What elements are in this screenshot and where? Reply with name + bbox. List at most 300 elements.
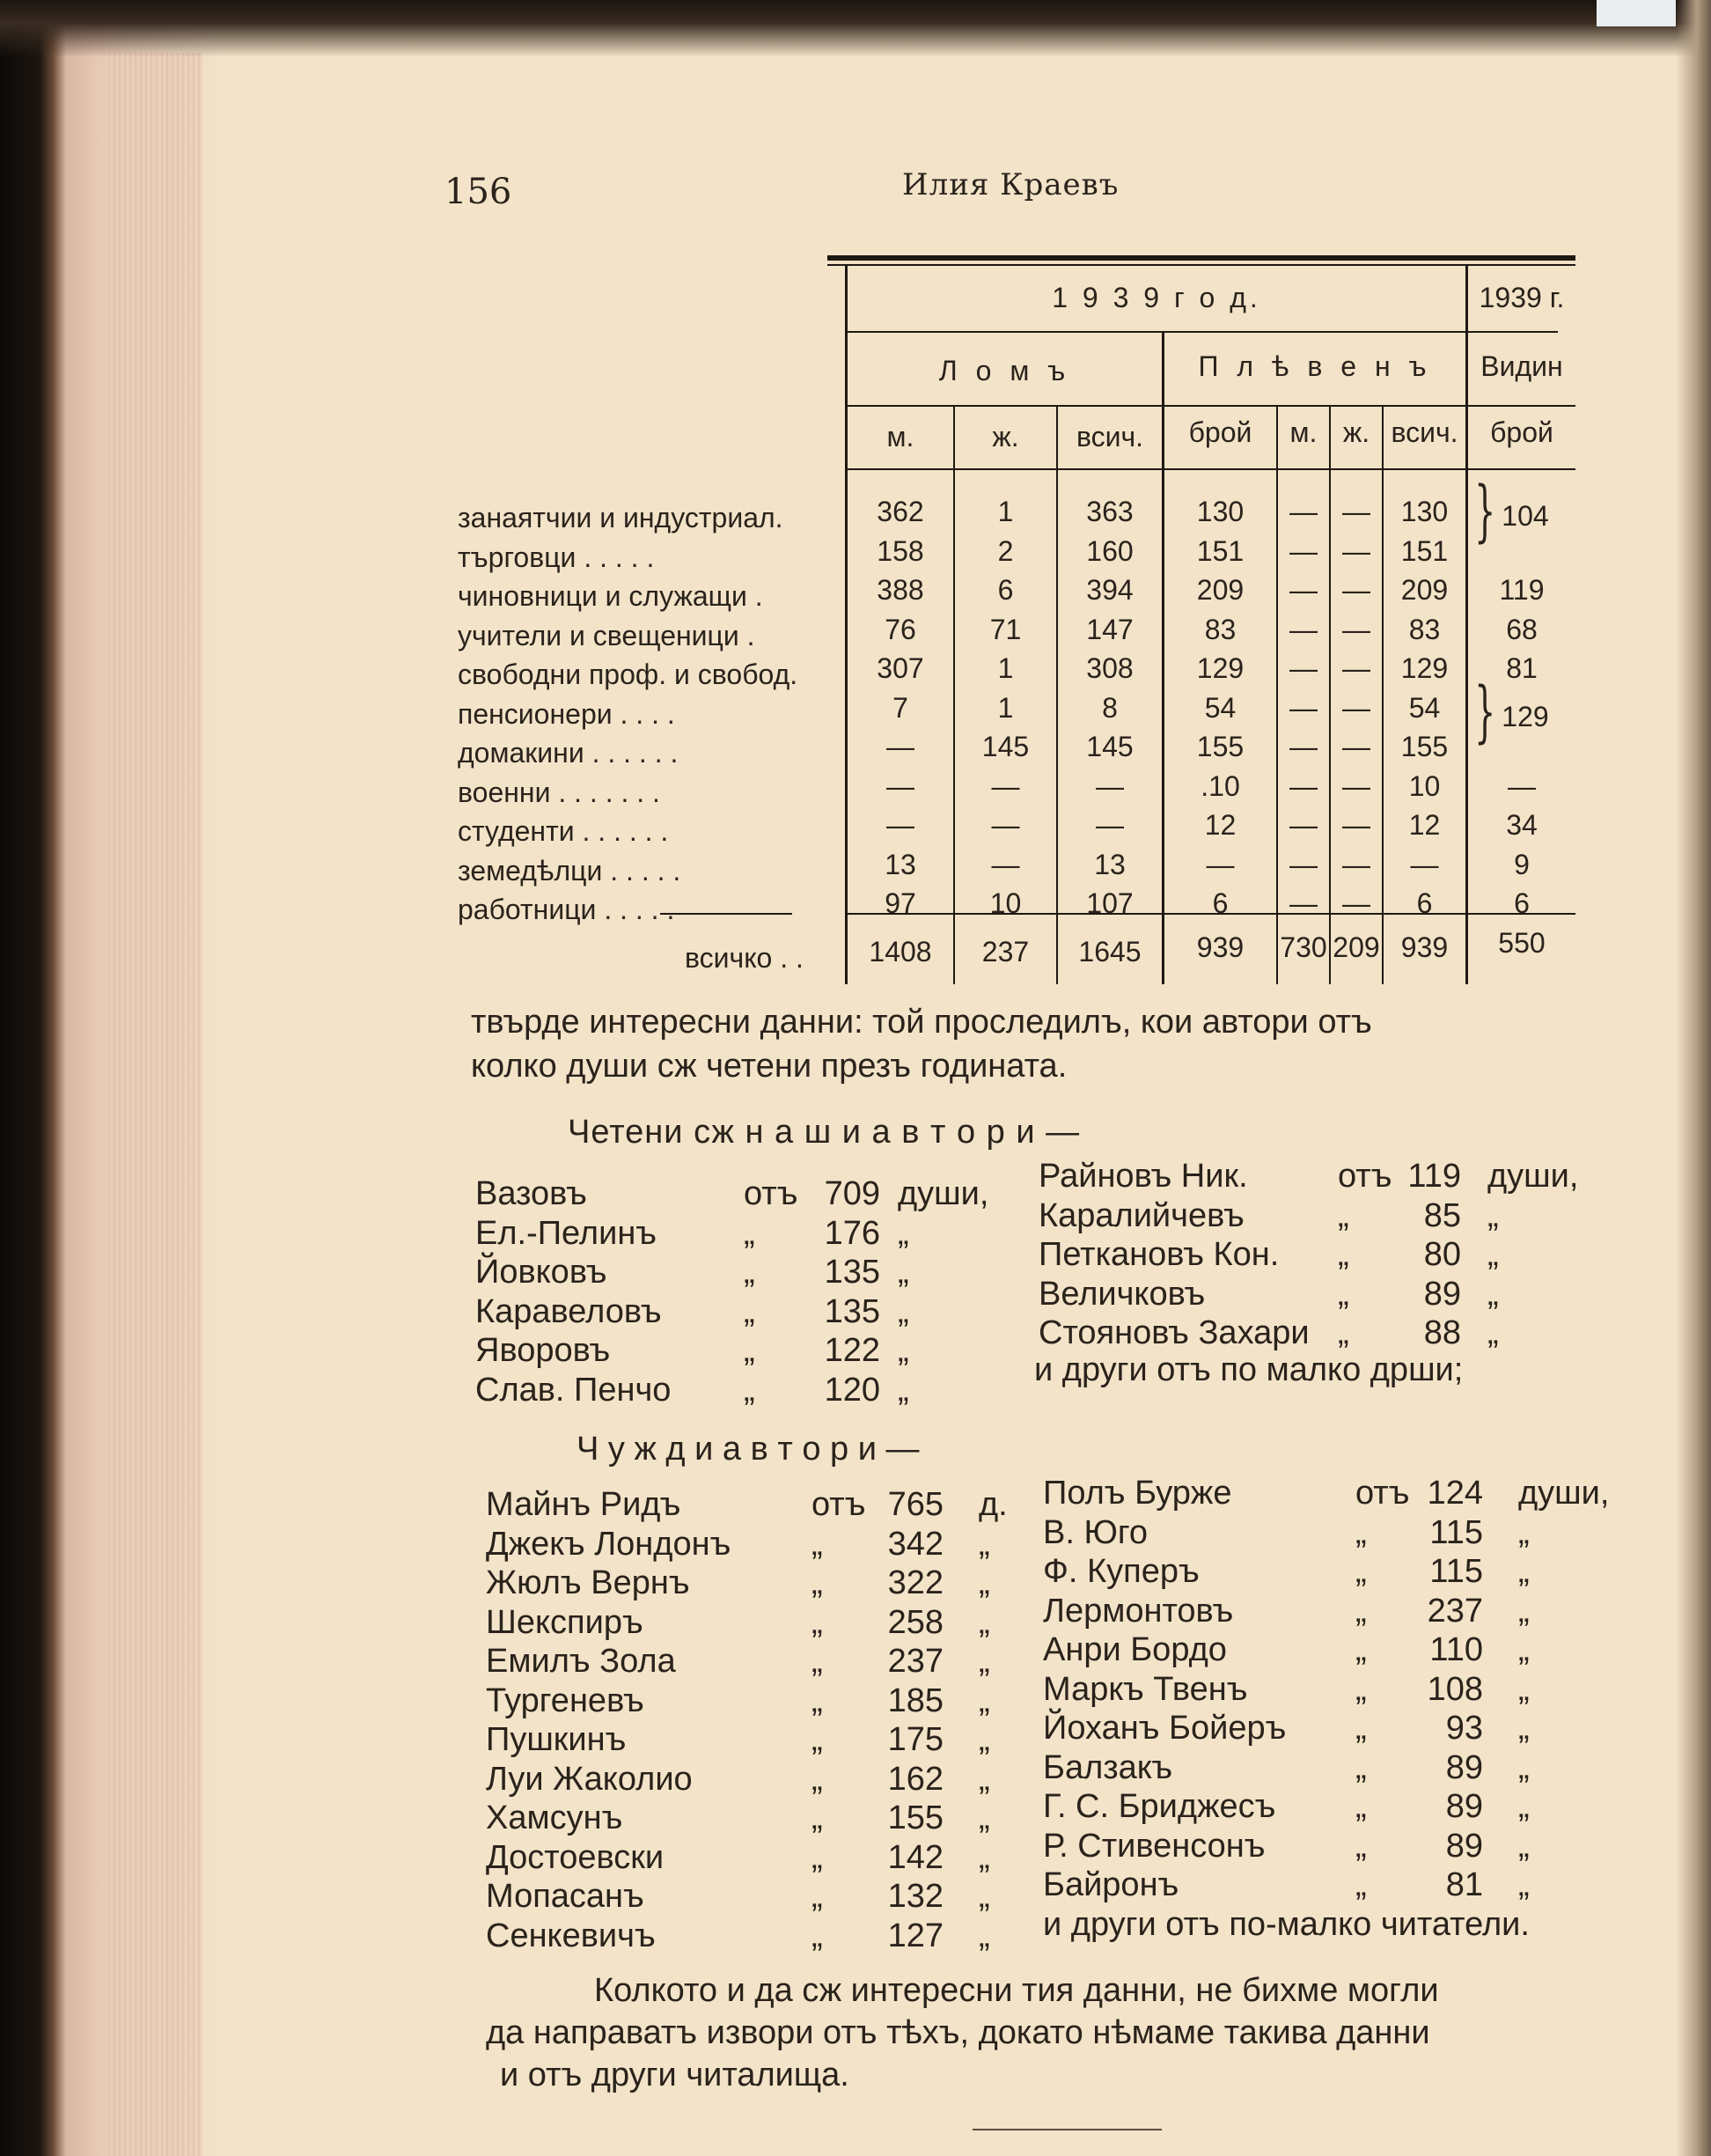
author-name: Каралийчевъ — [1039, 1196, 1245, 1234]
ditto-mark: „ — [898, 1254, 909, 1291]
col-lom-m: м. — [886, 421, 914, 453]
cell-pl-m: — — [1289, 534, 1318, 567]
ditto-mark: „ — [1355, 1710, 1367, 1747]
ditto-mark: „ — [1355, 1631, 1367, 1668]
cell-vidin: 9 — [1514, 848, 1530, 880]
reader-count: 88 — [1423, 1314, 1461, 1351]
reader-count: 127 — [887, 1917, 944, 1954]
lom-heading: Л о м ъ — [938, 355, 1071, 386]
total-lom-m: 1408 — [869, 936, 932, 968]
ditto-mark: „ — [744, 1254, 755, 1291]
row-label: учители и свещеници . — [458, 619, 755, 651]
ditto-mark: „ — [1355, 1592, 1367, 1630]
ditto-mark: „ — [1518, 1592, 1530, 1630]
ditto-mark: отъ — [1338, 1158, 1392, 1195]
ditto-mark: отъ — [1355, 1475, 1410, 1512]
author-row — [1043, 1788, 1606, 1827]
row-label: студенти . . . . . . — [458, 815, 669, 847]
author-name: Балзакъ — [1043, 1748, 1173, 1786]
cell-lom-all: 145 — [1086, 731, 1134, 762]
cell-pl-all: 6 — [1416, 887, 1433, 919]
brace-icon: } — [1474, 471, 1496, 549]
author-row — [486, 1799, 1014, 1838]
ditto-mark: „ — [979, 1564, 990, 1601]
ditto-mark: „ — [898, 1371, 909, 1409]
cell-lom-m: 362 — [877, 496, 924, 527]
ditto-mark: „ — [811, 1917, 823, 1954]
cell-lom-zh: 2 — [997, 534, 1014, 567]
row-label: военни . . . . . . . — [458, 776, 660, 808]
vidin-heading: Видин — [1480, 350, 1563, 382]
cell-pl-m: — — [1289, 731, 1318, 762]
author-row — [486, 1682, 1014, 1721]
author-name: Величковъ — [1039, 1275, 1206, 1313]
author-row — [475, 1175, 1003, 1214]
ditto-mark: „ — [979, 1878, 990, 1915]
brace-icon: } — [1474, 672, 1496, 750]
vidin-grouped-value: 104 — [1502, 500, 1549, 532]
reader-count: 135 — [824, 1292, 880, 1330]
ditto-mark: „ — [1338, 1314, 1349, 1351]
author-name: Слав. Пенчо — [475, 1371, 672, 1409]
author-row — [1039, 1276, 1602, 1314]
ditto-mark: „ — [1518, 1827, 1530, 1865]
cell-pl-m: — — [1289, 887, 1318, 919]
author-row — [486, 1564, 1014, 1603]
ditto-mark: „ — [979, 1603, 990, 1641]
foreign-authors-left-column — [486, 1486, 1014, 1961]
ditto-mark: „ — [1518, 1670, 1530, 1708]
cell-lom-zh: 71 — [989, 613, 1022, 645]
cell-lom-all: 107 — [1086, 887, 1134, 919]
cell-pl-broy: 12 — [1204, 809, 1237, 841]
reader-count: 142 — [887, 1838, 944, 1876]
reader-count: 237 — [887, 1643, 944, 1680]
author-name: Байронъ — [1043, 1866, 1179, 1903]
cell-pl-all: 155 — [1400, 731, 1449, 762]
cell-vidin: 34 — [1506, 809, 1538, 841]
table-vidin-year-rule — [1468, 331, 1558, 333]
year-heading: 1 9 3 9 г о д. — [1052, 282, 1261, 313]
author-row — [475, 1372, 1003, 1410]
cell-pl-zh: — — [1342, 809, 1370, 841]
ditto-mark: „ — [979, 1643, 990, 1680]
ditto-mark: „ — [1518, 1788, 1530, 1825]
col-lom-all: всич. — [1076, 421, 1144, 453]
author-name: Полъ Бурже — [1043, 1475, 1232, 1512]
paragraph-line: Колкото и да сж интересни тия данни, не бихме могли — [594, 1972, 1439, 2009]
ditto-mark: „ — [1355, 1670, 1367, 1708]
ditto-mark: „ — [811, 1760, 823, 1798]
ditto-mark: души, — [1518, 1475, 1610, 1512]
ditto-mark: „ — [811, 1564, 823, 1601]
author-name: Р. Стивенсонъ — [1043, 1827, 1266, 1865]
ditto-mark: „ — [811, 1838, 823, 1876]
reader-count: 85 — [1423, 1196, 1461, 1234]
cell-pl-all: 151 — [1400, 534, 1449, 567]
total-lom-zh: 237 — [981, 936, 1030, 968]
author-row — [1039, 1236, 1602, 1275]
native-authors-left-column — [475, 1175, 1003, 1413]
reader-count: 176 — [824, 1214, 880, 1252]
col-lom-zh: ж. — [992, 421, 1019, 453]
cell-lom-m: 307 — [877, 652, 924, 684]
ditto-mark: „ — [811, 1799, 823, 1836]
author-name: Маркъ Твенъ — [1043, 1670, 1248, 1708]
author-row — [1039, 1158, 1602, 1196]
author-name: Сенкевичъ — [486, 1917, 656, 1954]
col-pleven-all: всич. — [1391, 416, 1458, 448]
occupation-statistics-table — [458, 247, 1575, 995]
cell-lom-m: 97 — [885, 887, 916, 919]
paragraph-line: да направатъ извори отъ тѣхъ, докато нѣмаме такива данни — [486, 2014, 1430, 2051]
cell-lom-zh: 10 — [989, 887, 1022, 919]
total-pleven-zh: 209 — [1333, 931, 1380, 963]
author-name: Жюлъ Вернъ — [486, 1564, 690, 1601]
total-vidin: 550 — [1498, 927, 1546, 959]
reader-count: 89 — [1445, 1827, 1483, 1865]
cell-vidin: 6 — [1514, 887, 1530, 919]
ditto-mark: „ — [1487, 1236, 1499, 1273]
reader-count: 89 — [1445, 1788, 1483, 1825]
author-row — [475, 1254, 1003, 1292]
author-name: Йовковъ — [475, 1254, 607, 1291]
reader-count: 110 — [1429, 1631, 1483, 1668]
cell-pl-zh: — — [1342, 691, 1370, 724]
cell-pl-broy: 155 — [1196, 731, 1245, 762]
cell-pl-m: — — [1289, 574, 1318, 606]
row-label: земедѣлци . . . . . — [458, 854, 681, 887]
ditto-mark: д. — [979, 1486, 1008, 1523]
cell-lom-m: 76 — [885, 613, 916, 645]
reader-count: 89 — [1423, 1275, 1461, 1313]
ditto-mark: „ — [1338, 1196, 1349, 1234]
foreign-authors-tail: и други отъ по-малко читатели. — [1043, 1906, 1530, 1943]
cell-pl-zh: — — [1342, 496, 1370, 527]
ditto-mark: „ — [811, 1878, 823, 1915]
cell-pl-broy: 130 — [1196, 496, 1245, 527]
cell-vidin: 81 — [1506, 652, 1538, 684]
ditto-mark: „ — [1355, 1513, 1367, 1551]
cell-pl-m: — — [1289, 613, 1318, 645]
row-label: чиновници и служащи . — [458, 580, 763, 612]
table-header-rule — [848, 468, 1575, 470]
cell-vidin: 68 — [1506, 613, 1538, 645]
total-label: всичко . . — [685, 942, 804, 974]
author-name: Лермонтовъ — [1043, 1592, 1234, 1630]
row-label: занаятчии и индустриал. — [458, 502, 783, 533]
table-city-rule — [848, 405, 1575, 407]
cell-pl-zh: — — [1342, 848, 1370, 880]
cell-lom-all: 394 — [1086, 574, 1134, 606]
cell-pl-zh: — — [1342, 652, 1370, 684]
author-row — [486, 1878, 1014, 1917]
cell-lom-zh: 1 — [997, 691, 1014, 724]
author-name: В. Юго — [1043, 1513, 1149, 1551]
reader-count: 115 — [1429, 1513, 1483, 1551]
ditto-mark: „ — [1518, 1513, 1530, 1551]
reader-count: 162 — [887, 1760, 944, 1798]
author-row — [475, 1293, 1003, 1332]
author-row — [1043, 1593, 1606, 1631]
author-row — [1043, 1749, 1606, 1788]
cell-lom-zh: — — [991, 809, 1020, 841]
ditto-mark: „ — [979, 1525, 990, 1563]
cell-pl-broy: — — [1206, 848, 1235, 880]
cell-lom-all: — — [1096, 769, 1124, 802]
author-row — [1039, 1197, 1602, 1236]
author-row — [1043, 1631, 1606, 1670]
reader-count: 124 — [1427, 1475, 1483, 1512]
reader-count: 132 — [887, 1878, 944, 1915]
reader-count: 237 — [1427, 1592, 1483, 1630]
author-row — [1039, 1314, 1602, 1353]
total-pleven-all: 939 — [1400, 931, 1449, 963]
cell-lom-m: — — [886, 769, 914, 802]
cell-lom-all: 147 — [1086, 613, 1134, 645]
table-top-rule-thick — [827, 255, 1575, 261]
ditto-mark: „ — [744, 1332, 755, 1369]
reader-count: 89 — [1445, 1748, 1483, 1786]
cell-lom-zh: — — [991, 848, 1020, 880]
ditto-mark: „ — [811, 1603, 823, 1641]
cell-pl-broy: .10 — [1201, 769, 1240, 802]
author-name: Майнъ Ридъ — [486, 1486, 681, 1523]
author-name: Емилъ Зола — [486, 1643, 676, 1680]
cell-lom-all: 160 — [1086, 534, 1134, 567]
col-vidin-broy: брой — [1490, 416, 1553, 448]
cell-pl-m: — — [1289, 496, 1318, 527]
author-name: Мопасанъ — [486, 1878, 644, 1915]
reader-count: 709 — [824, 1175, 880, 1212]
author-row — [475, 1332, 1003, 1371]
reader-count: 322 — [887, 1564, 944, 1601]
ditto-mark: отъ — [744, 1175, 798, 1212]
row-label: търговци . . . . . — [458, 541, 655, 573]
total-pleven-m: 730 — [1280, 931, 1327, 963]
author-row — [1043, 1475, 1610, 1513]
reader-count: 80 — [1423, 1236, 1461, 1273]
native-authors-right-column — [1039, 1158, 1602, 1360]
reader-count: 185 — [887, 1681, 944, 1719]
row-label: свободни проф. и свобод. — [458, 659, 798, 690]
ditto-mark: „ — [979, 1681, 990, 1719]
cell-lom-m: — — [886, 809, 914, 841]
foreign-authors-right-column — [1043, 1475, 1610, 1915]
table-year-rule — [848, 331, 1465, 333]
ditto-mark: „ — [811, 1681, 823, 1719]
col-pleven-zh: ж. — [1342, 416, 1370, 448]
ditto-mark: „ — [898, 1332, 909, 1369]
author-name: Джекъ Лондонъ — [486, 1525, 731, 1563]
cell-pl-m: — — [1289, 848, 1318, 880]
ditto-mark: души, — [898, 1175, 989, 1212]
cell-lom-zh: 1 — [997, 652, 1014, 684]
cell-vidin: — — [1508, 769, 1536, 802]
author-name: Г. С. Бриджесъ — [1043, 1788, 1276, 1825]
cell-pl-zh: — — [1342, 887, 1370, 919]
reader-count: 81 — [1445, 1866, 1483, 1903]
author-name: Достоевски — [486, 1838, 665, 1876]
reader-count: 93 — [1445, 1710, 1483, 1747]
author-name: Вазовъ — [475, 1175, 587, 1212]
ditto-mark: отъ — [811, 1486, 866, 1523]
cell-lom-all: 8 — [1102, 691, 1118, 724]
author-name: Шекспиръ — [486, 1603, 643, 1641]
author-row — [486, 1839, 1014, 1878]
author-name: Хамсунъ — [486, 1799, 623, 1836]
cell-pl-broy: 151 — [1196, 534, 1245, 567]
cell-pl-broy: 83 — [1204, 613, 1237, 645]
author-name: Ел.-Пелинъ — [475, 1214, 657, 1252]
reader-count: 342 — [887, 1525, 944, 1563]
cell-pl-zh: — — [1342, 769, 1370, 802]
ditto-mark: „ — [1355, 1827, 1367, 1865]
cell-lom-m: 388 — [877, 574, 924, 606]
ditto-mark: „ — [1518, 1631, 1530, 1668]
paragraph-line: колко души сж четени презъ годината. — [471, 1048, 1068, 1085]
ditto-mark: „ — [1487, 1196, 1499, 1234]
reader-count: 258 — [887, 1603, 944, 1641]
cell-lom-m: 13 — [885, 848, 916, 880]
cell-pl-m: — — [1289, 809, 1318, 841]
cell-lom-m: — — [886, 731, 914, 762]
author-name: Анри Бордо — [1043, 1631, 1227, 1668]
author-row — [486, 1526, 1014, 1564]
ditto-mark: „ — [1518, 1710, 1530, 1747]
reader-count: 120 — [824, 1371, 880, 1409]
pleven-heading: П л ѣ в е н ъ — [1198, 350, 1432, 382]
ditto-mark: „ — [979, 1917, 990, 1954]
author-name: Йоханъ Бойеръ — [1043, 1710, 1287, 1747]
cell-lom-zh: 1 — [997, 496, 1014, 527]
row-label: работници . . . . . — [458, 894, 675, 925]
author-row — [486, 1917, 1014, 1956]
running-head-author: Илия Краевъ — [902, 167, 1120, 202]
author-name: Каравеловъ — [475, 1292, 662, 1330]
reader-count: 155 — [887, 1799, 944, 1836]
cell-lom-m: 158 — [877, 534, 924, 567]
cell-lom-all: 13 — [1094, 848, 1126, 880]
ditto-mark: „ — [979, 1760, 990, 1798]
author-row — [486, 1643, 1014, 1681]
ditto-mark: „ — [811, 1525, 823, 1563]
total-lom-all: 1645 — [1078, 936, 1142, 968]
cell-pl-broy: 129 — [1196, 652, 1245, 684]
ditto-mark: „ — [1338, 1236, 1349, 1273]
foreign-authors-heading: Ч у ж д и а в т о р и — — [576, 1431, 920, 1468]
cell-lom-zh: — — [991, 769, 1020, 802]
paragraph-line: твърде интересни данни: той проследилъ, кои автори отъ — [471, 1004, 1372, 1041]
ditto-mark: души, — [1487, 1158, 1579, 1195]
ditto-mark: „ — [979, 1838, 990, 1876]
author-row — [1043, 1514, 1606, 1553]
reader-count: 175 — [887, 1721, 944, 1758]
table-top-rule-thin — [827, 264, 1575, 266]
cell-pl-zh: — — [1342, 574, 1370, 606]
cell-pl-all: 10 — [1408, 769, 1441, 802]
author-row — [475, 1215, 1003, 1254]
author-row — [1043, 1553, 1606, 1592]
cell-pl-broy: 54 — [1204, 691, 1237, 724]
ditto-mark: „ — [1355, 1866, 1367, 1903]
author-row — [1043, 1828, 1606, 1866]
ditto-mark: „ — [979, 1721, 990, 1758]
total-pleven-broy: 939 — [1196, 931, 1245, 963]
cell-pl-all: 54 — [1408, 691, 1441, 724]
ditto-mark: „ — [1518, 1553, 1530, 1590]
ditto-mark: „ — [811, 1721, 823, 1758]
cell-pl-all: 129 — [1400, 652, 1449, 684]
cell-pl-zh: — — [1342, 731, 1370, 762]
author-name: Тургеневъ — [486, 1681, 644, 1719]
bottom-rule — [973, 2129, 1162, 2130]
reader-count: 122 — [824, 1332, 880, 1369]
author-name: Райновъ Ник. — [1039, 1158, 1248, 1195]
ditto-mark: „ — [744, 1371, 755, 1409]
author-name: Стояновъ Захари — [1039, 1314, 1310, 1351]
ditto-mark: „ — [811, 1643, 823, 1680]
cell-lom-all: 308 — [1086, 652, 1134, 684]
cell-pl-broy: 6 — [1212, 887, 1229, 919]
ditto-mark: „ — [898, 1292, 909, 1330]
author-name: Яворовъ — [475, 1332, 611, 1369]
ditto-mark: „ — [744, 1292, 755, 1330]
cell-lom-all: 363 — [1086, 496, 1134, 527]
ditto-mark: „ — [1518, 1866, 1530, 1903]
reader-count: 135 — [824, 1254, 880, 1291]
vidin-grouped-value: 129 — [1502, 701, 1549, 732]
cell-pl-all: 130 — [1400, 496, 1449, 527]
ditto-mark: „ — [898, 1214, 909, 1252]
author-name: Ф. Куперъ — [1043, 1553, 1200, 1590]
author-row — [486, 1761, 1014, 1799]
cell-lom-zh: 145 — [981, 731, 1030, 762]
author-name: Пушкинъ — [486, 1721, 627, 1758]
cell-pl-all: 12 — [1408, 809, 1441, 841]
row-label: пенсионери . . . . — [458, 697, 675, 730]
table-label-underline — [660, 913, 792, 915]
vidin-year-heading: 1939 г. — [1479, 282, 1565, 313]
cell-vidin: 119 — [1499, 574, 1545, 606]
native-authors-heading: Четени сж н а ш и а в т о р и — — [568, 1114, 1081, 1151]
reader-count: 108 — [1427, 1670, 1483, 1708]
cell-pl-zh: — — [1342, 613, 1370, 645]
cell-pl-broy: 209 — [1196, 574, 1245, 606]
cell-pl-all: — — [1410, 848, 1439, 880]
author-row — [1043, 1671, 1606, 1710]
ditto-mark: „ — [1355, 1553, 1367, 1590]
ditto-mark: „ — [979, 1799, 990, 1836]
row-label: домакини . . . . . . — [458, 737, 679, 769]
cell-lom-m: 7 — [892, 691, 908, 724]
cell-pl-m: — — [1289, 652, 1318, 684]
cell-pl-all: 83 — [1408, 613, 1441, 645]
author-name: Луи Жаколио — [486, 1760, 693, 1798]
cell-pl-all: 209 — [1400, 574, 1449, 606]
ditto-mark: „ — [1355, 1748, 1367, 1786]
reader-count: 765 — [887, 1486, 944, 1523]
author-row — [1043, 1866, 1606, 1905]
ditto-mark: „ — [1487, 1314, 1499, 1351]
cell-pl-m: — — [1289, 691, 1318, 724]
ditto-mark: „ — [1518, 1748, 1530, 1786]
author-row — [486, 1486, 1014, 1525]
author-row — [486, 1721, 1014, 1760]
reader-count: 115 — [1429, 1553, 1483, 1590]
ditto-mark: „ — [1355, 1788, 1367, 1825]
cell-lom-all: — — [1096, 809, 1124, 841]
